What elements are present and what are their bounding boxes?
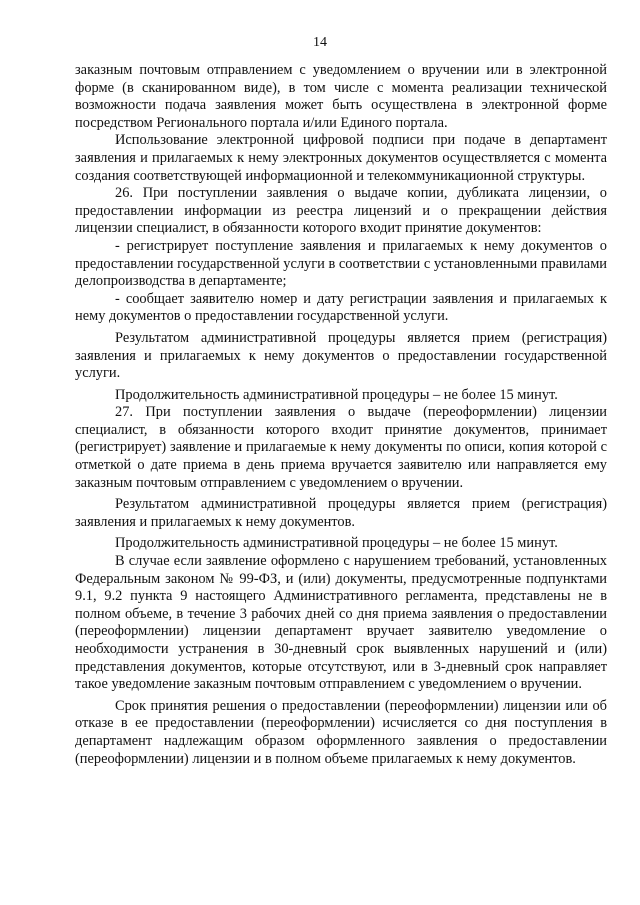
paragraph-registers: - регистрирует поступление заявления и прилагаемых к нему документов о предоставлении государственной услуги в соответствии с установленными правилами делопроизводства в департаменте; — [75, 237, 607, 290]
paragraph-continuation: заказным почтовым отправлением с уведомлением о вручении или в электронной форме (в сканированном виде), в том числе с момента реализации технической возможности подача заявления может быть осуществлена в электронной форме посредством Регионального портала и/или Единого портала. — [75, 62, 607, 131]
paragraph-decision-term: Срок принятия решения о предоставлении (переоформлении) лицензии или об отказе в ее предоставлении (переоформлении) исчисляется со дня поступления в департамент надлежащим образом оформленного заявления о предоставлении (переоформлении) лицензии и в полном объеме прилагаемых к нему документов. — [75, 697, 607, 767]
paragraph-duration-2: Продолжительность административной процедуры – не более 15 минут. — [115, 535, 558, 552]
paragraph-informs: - сообщает заявителю номер и дату регистрации заявления и прилагаемых к нему документов о предоставлении государственной услуги. — [75, 290, 607, 325]
page-number: 14 — [313, 35, 327, 50]
paragraph-digital-signature: Использование электронной цифровой подписи при подаче в департамент заявления и прилагаемых к нему электронных документов осуществляется с момента создания соответствующей информационной и телекоммуникационной структуры. — [75, 132, 607, 184]
document-body — [75, 62, 607, 768]
paragraph-violations: В случае если заявление оформлено с нарушением требований, установленных Федеральным законом № 99-ФЗ, и (или) документы, предусмотренные подпунктами 9.1, 9.2 пункта 9 настоящего Административного регламента, представлены не в полном объеме, в течение 3 рабочих дней со дня приема заявления о предоставлении (переоформлении) лицензии департамент вручает заявителю уведомление о необходимости устранения в 30-дневный срок выявленных нарушений и (или) представления документов, которые отсутствуют, или в 3-дневный срок направляет такое уведомление заказным почтовым отправлением с уведомлением о вручении. — [75, 553, 607, 693]
paragraph-result-1: Результатом административной процедуры является прием (регистрация) заявления и прилагаемых к нему документов о предоставлении государственной услуги. — [75, 329, 607, 382]
paragraph-item-27: 27. При поступлении заявления о выдаче (переоформлении) лицензии специалист, в обязанности которого входит принятие документов, принимает (регистрирует) заявление и прилагаемые к нему документы по описи, копия которой с отметкой о дате приема в день приема вручается заявителю или направляется ему заказным почтовым отправлением с уведомлением о вручении. — [75, 404, 607, 491]
paragraph-result-2: Результатом административной процедуры является прием (регистрация) заявления и прилагаемых к нему документов. — [75, 496, 607, 530]
paragraph-item-26: 26. При поступлении заявления о выдаче копии, дубликата лицензии, о предоставлении информации из реестра лицензий и о прекращении действия лицензии специалист, в обязанности которого входит принятие документов: — [75, 185, 607, 237]
paragraph-duration-1: Продолжительность административной процедуры – не более 15 минут. — [115, 386, 558, 403]
